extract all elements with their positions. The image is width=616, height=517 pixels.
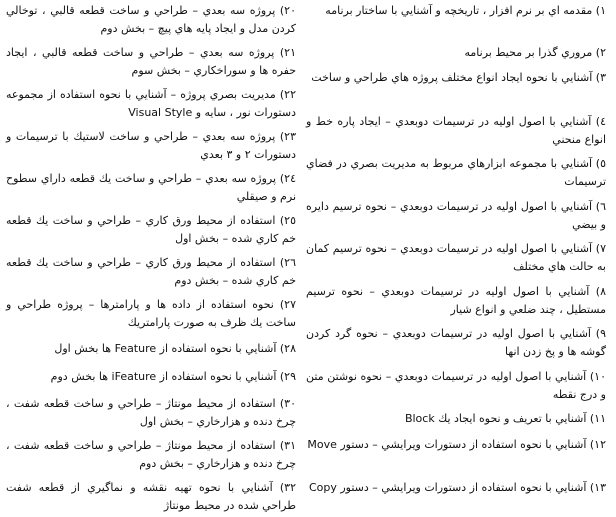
list-item: ٢٠) پروژه سه بعدي – طراحي و ساخت قطعه قالبي ، توخالي كردن مدل و ايجاد پايه هاي پيچ – بخش دوم bbox=[6, 4, 296, 35]
list-item: ٢٦) استفاده از محيط ورق كاري – طراحي و ساخت يك قطعه خم كاري شده – بخش دوم bbox=[6, 256, 296, 287]
list-item: ١٣) آشنايي با نحوه استفاده از دستورات ويرايشي – دستور Copy bbox=[308, 481, 606, 494]
list-item: ٩) آشنايي با اصول اوليه در ترسيمات دوبعدي – نحوه گرد كردن گوشه ها و پخ زدن انها bbox=[306, 327, 606, 358]
list-item: ٣) آشنايي با نحوه ايجاد انواع مختلف پروژه هاي طراحي و ساخت bbox=[311, 71, 606, 84]
list-item: ٢٥) استفاده از محيط ورق كاري – طراحي و ساخت يك قطعه خم كاري شده – بخش اول bbox=[6, 214, 296, 245]
list-item: ٤) آشنايي با اصول اوليه در ترسيمات دوبعدي – ايجاد پاره خط و انواع منحني bbox=[306, 115, 606, 146]
list-item: ٨) آشنايي با اصول اوليه در ترسيمات دوبعدي – نحوه ترسيم مستطيل ، چند ضلعي و انواع شيار bbox=[306, 285, 606, 316]
list-item: ٣١) استفاده از محيط مونتاژ – طراحي و ساخت قطعه شفت ، چرخ دنده و هزارخاري – بخش دوم bbox=[6, 439, 296, 470]
left-column bbox=[6, 0, 296, 517]
list-item: ٦) آشنايي با اصول اوليه در ترسيمات دوبعدي – نحوه ترسيم دايره و بيضي bbox=[306, 200, 606, 231]
list-item: ٢٣) پروژه سه بعدي – طراحي و ساخت لاستيك با ترسيمات و دستورات ٢ و ٣ بعدي bbox=[6, 130, 296, 161]
list-item: ٢٨) آشنايي با نحوه استفاده از Feature ها بخش اول bbox=[54, 342, 296, 355]
list-item: ٢١) پروژه سه بعدي – طراحي و ساخت قطعه قالبي ، ايجاد حفره ها و سوراخكاري – بخش سوم bbox=[6, 46, 296, 77]
right-column bbox=[306, 0, 606, 517]
list-item: ٢٤) پروژه سه بعدي – طراحي و ساخت يك قطعه داراي سطوح نرم و صيقلي bbox=[6, 172, 296, 203]
list-item: ٣٢) آشنايي با نحوه تهيه نقشه و نماگيري از قطعه شفت طراحي شده در محيط مونتاژ bbox=[6, 481, 296, 512]
list-item: ١) مقدمه اي بر نرم افزار ، تاريخچه و آشنايي با ساختار برنامه bbox=[325, 4, 606, 17]
list-item: ٧) آشنايي با اصول اوليه در ترسيمات دوبعدي – نحوه ترسيم كمان به حالت هاي مختلف bbox=[306, 242, 606, 273]
list-item: ١٢) آشنايي با نحوه استفاده از دستورات ويرايشي – دستور Move bbox=[307, 438, 606, 451]
list-item: ٢٢) مديريت بصري پروژه – آشنايي با نحوه استفاده از مجموعه دستورات نور ، سايه و Visual Style bbox=[6, 88, 296, 119]
list-item: ١١) آشنايي با تعريف و نحوه ايجاد يك Block bbox=[404, 412, 606, 425]
list-item: ٢) مروري گذرا بر محيط برنامه bbox=[464, 46, 606, 59]
list-item: ٣٠) استفاده از محيط مونتاژ – طراحي و ساخت قطعه شفت ، چرخ دنده و هزارخاري – بخش اول bbox=[6, 397, 296, 428]
list-item: ١٠) آشنايي با اصول اوليه در ترسيمات دوبعدي – نحوه نوشتن متن و درج نقطه bbox=[306, 370, 606, 401]
list-item: ٥) آشنايي با مجموعه ابزارهاي مربوط به مديريت بصري در فضاي ترسيمات bbox=[306, 157, 606, 188]
list-item: ٢٩) آشنايي با نحوه استفاده از iFeature ها بخش دوم bbox=[50, 370, 296, 383]
list-item: ٢٧) نحوه استفاده از داده ها و پارامترها – پروژه طراحي و ساخت يك ظرف به صورت پارامتريك bbox=[6, 298, 296, 329]
